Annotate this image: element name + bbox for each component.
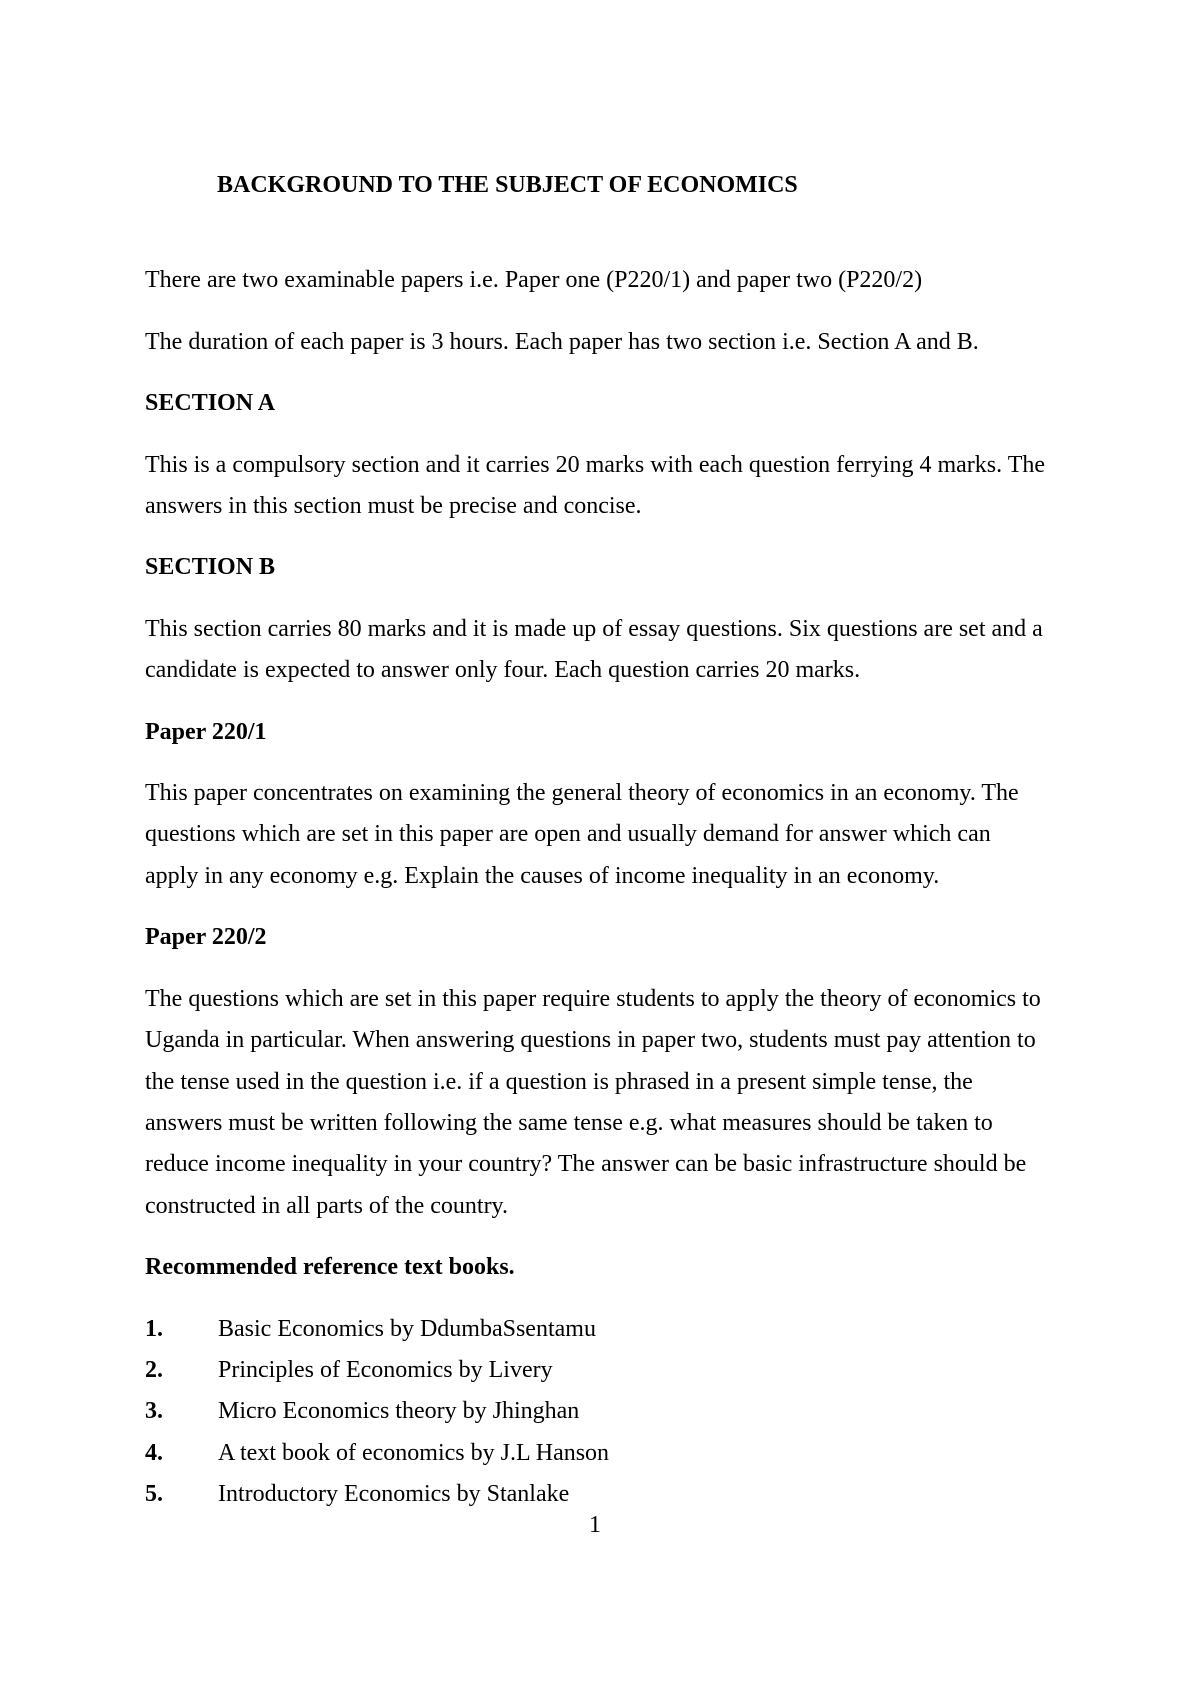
page-number: 1 bbox=[589, 1512, 601, 1538]
section-b-body: This section carries 80 marks and it is made up of essay questions. Six questions are set and a candidate is expected to answer only four. Each question carries 20 marks. bbox=[145, 615, 1043, 684]
intro-paragraph-2: The duration of each paper is 3 hours. Each paper has two section i.e. Section A and B. bbox=[145, 328, 979, 355]
paper-2-heading: Paper 220/2 bbox=[145, 924, 267, 951]
paper-2-body: The questions which are set in this paper require students to apply the theory of economics to Uganda in particular. When answering questions in paper two, students must pay attention to the tense used in the question i.e. if a question is phrased in a present simple tense, the answers must be written following the same tense e.g. what measures should be taken to reduce income inequality in your country? The answer can be basic infrastructure should be constructed in all parts of the country. bbox=[145, 985, 1041, 1219]
list-item bbox=[145, 1309, 1049, 1350]
list-item-text: Micro Economics theory by Jhinghan bbox=[218, 1398, 580, 1425]
section-a-heading: SECTION A bbox=[145, 390, 276, 417]
list-item-text: Introductory Economics by Stanlake bbox=[218, 1481, 570, 1508]
references-heading: Recommended reference text books. bbox=[145, 1254, 515, 1281]
section-b-heading: SECTION B bbox=[145, 554, 276, 581]
intro-paragraph-1: There are two examinable papers i.e. Paper one (P220/1) and paper two (P220/2) bbox=[145, 267, 923, 294]
list-item-number: 3. bbox=[145, 1398, 163, 1425]
reference-list bbox=[145, 1309, 1049, 1516]
page-footer bbox=[0, 1505, 1190, 1546]
paper-1-body: This paper concentrates on examining the general theory of economics in an economy. The questions which are set in this paper are open and usually demand for answer which can apply in any economy e.g. Explain the causes of income inequality in an economy. bbox=[145, 780, 1019, 889]
list-item-text: Principles of Economics by Livery bbox=[218, 1356, 553, 1383]
list-item-text: Basic Economics by DdumbaSsentamu bbox=[218, 1315, 596, 1342]
paper-1-heading: Paper 220/1 bbox=[145, 718, 267, 745]
list-item-number: 1. bbox=[145, 1315, 163, 1342]
list-item bbox=[145, 1350, 1049, 1391]
list-item-text: A text book of economics by J.L Hanson bbox=[218, 1439, 610, 1466]
section-a-body: This is a compulsory section and it carries 20 marks with each question ferrying 4 marks. The answers in this section must be precise and concise. bbox=[145, 451, 1045, 520]
list-item-number: 5. bbox=[145, 1481, 163, 1508]
list-item bbox=[145, 1391, 1049, 1432]
document-title: BACKGROUND TO THE SUBJECT OF ECONOMICS bbox=[217, 172, 798, 198]
list-item-number: 4. bbox=[145, 1439, 163, 1466]
list-item-number: 2. bbox=[145, 1356, 163, 1383]
list-item bbox=[145, 1433, 1049, 1474]
